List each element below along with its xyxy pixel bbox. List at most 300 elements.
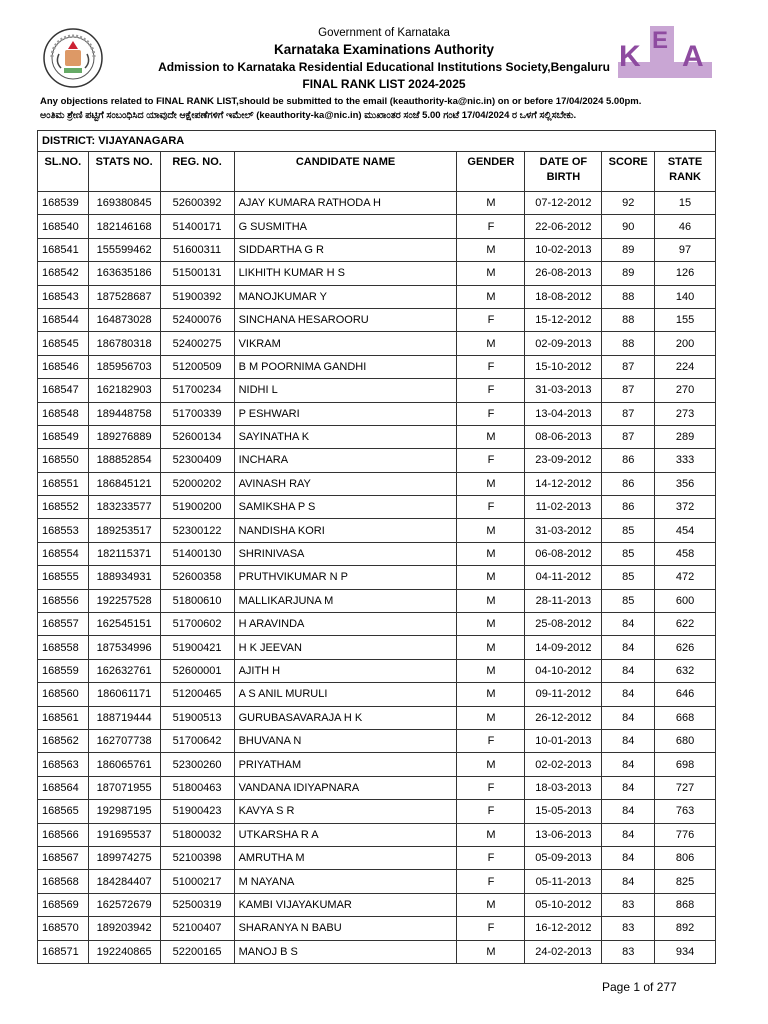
cell-stats-no: 192987195	[88, 800, 160, 823]
cell-sl-no: 168552	[38, 496, 89, 519]
table-row	[38, 613, 716, 636]
cell-state-rank: 273	[655, 402, 716, 425]
cell-stats-no: 169380845	[88, 192, 160, 215]
cell-reg-no: 51200509	[160, 355, 234, 378]
cell-date-of-birth: 14-09-2012	[525, 636, 602, 659]
cell-date-of-birth: 02-09-2013	[525, 332, 602, 355]
cell-sl-no: 168551	[38, 472, 89, 495]
cell-state-rank: 622	[655, 613, 716, 636]
cell-score: 88	[602, 308, 655, 331]
column-header-reg-no: REG. NO.	[160, 152, 234, 192]
cell-score: 89	[602, 238, 655, 261]
cell-state-rank: 763	[655, 800, 716, 823]
table-row	[38, 753, 716, 776]
cell-candidate-name: KAMBI VIJAYAKUMAR	[234, 893, 457, 916]
cell-date-of-birth: 28-11-2013	[525, 589, 602, 612]
cell-score: 83	[602, 940, 655, 963]
cell-date-of-birth: 14-12-2012	[525, 472, 602, 495]
cell-date-of-birth: 11-02-2013	[525, 496, 602, 519]
cell-date-of-birth: 26-12-2012	[525, 706, 602, 729]
cell-score: 89	[602, 262, 655, 285]
cell-score: 90	[602, 215, 655, 238]
cell-stats-no: 189448758	[88, 402, 160, 425]
cell-candidate-name: H ARAVINDA	[234, 613, 457, 636]
rank-table	[37, 130, 716, 964]
cell-reg-no: 51900200	[160, 496, 234, 519]
cell-date-of-birth: 13-06-2013	[525, 823, 602, 846]
table-header-row	[38, 152, 716, 192]
cell-date-of-birth: 31-03-2013	[525, 379, 602, 402]
cell-reg-no: 51900513	[160, 706, 234, 729]
cell-sl-no: 168568	[38, 870, 89, 893]
objection-note-english: Any objections related to FINAL RANK LIST,should be submitted to the email (keauthority-ka@nic.in) on or before 17/04/2024 5.00pm.	[40, 96, 642, 107]
cell-stats-no: 189276889	[88, 425, 160, 448]
table-row	[38, 683, 716, 706]
table-row	[38, 402, 716, 425]
cell-candidate-name: G SUSMITHA	[234, 215, 457, 238]
cell-state-rank: 126	[655, 262, 716, 285]
cell-state-rank: 372	[655, 496, 716, 519]
cell-reg-no: 52600358	[160, 566, 234, 589]
cell-reg-no: 52400076	[160, 308, 234, 331]
cell-sl-no: 168570	[38, 917, 89, 940]
cell-candidate-name: GURUBASAVARAJA H K	[234, 706, 457, 729]
cell-stats-no: 162182903	[88, 379, 160, 402]
cell-candidate-name: NANDISHA KORI	[234, 519, 457, 542]
cell-gender: M	[457, 706, 525, 729]
cell-candidate-name: SHRINIVASA	[234, 542, 457, 565]
cell-stats-no: 184284407	[88, 870, 160, 893]
cell-state-rank: 727	[655, 776, 716, 799]
table-row	[38, 776, 716, 799]
cell-sl-no: 168549	[38, 425, 89, 448]
cell-date-of-birth: 09-11-2012	[525, 683, 602, 706]
cell-date-of-birth: 02-02-2013	[525, 753, 602, 776]
cell-sl-no: 168543	[38, 285, 89, 308]
cell-sl-no: 168554	[38, 542, 89, 565]
cell-reg-no: 51700642	[160, 729, 234, 752]
cell-stats-no: 186845121	[88, 472, 160, 495]
cell-state-rank: 140	[655, 285, 716, 308]
cell-candidate-name: AVINASH RAY	[234, 472, 457, 495]
cell-sl-no: 168564	[38, 776, 89, 799]
cell-sl-no: 168561	[38, 706, 89, 729]
cell-state-rank: 668	[655, 706, 716, 729]
cell-reg-no: 51500131	[160, 262, 234, 285]
cell-candidate-name: MANOJKUMAR Y	[234, 285, 457, 308]
cell-candidate-name: MALLIKARJUNA M	[234, 589, 457, 612]
government-title: Government of Karnataka	[318, 27, 450, 39]
table-row	[38, 823, 716, 846]
cell-gender: M	[457, 659, 525, 682]
cell-sl-no: 168558	[38, 636, 89, 659]
cell-candidate-name: A S ANIL MURULI	[234, 683, 457, 706]
cell-gender: F	[457, 870, 525, 893]
table-row	[38, 238, 716, 261]
cell-reg-no: 51700602	[160, 613, 234, 636]
table-row	[38, 379, 716, 402]
cell-score: 83	[602, 893, 655, 916]
cell-date-of-birth: 24-02-2013	[525, 940, 602, 963]
cell-reg-no: 51400171	[160, 215, 234, 238]
cell-gender: F	[457, 355, 525, 378]
logo-letter-k: K	[619, 40, 641, 73]
table-row	[38, 425, 716, 448]
column-header-state-rank: STATE RANK	[655, 152, 716, 192]
cell-candidate-name: MANOJ B S	[234, 940, 457, 963]
cell-sl-no: 168547	[38, 379, 89, 402]
cell-score: 84	[602, 846, 655, 869]
cell-reg-no: 51700234	[160, 379, 234, 402]
cell-date-of-birth: 06-08-2012	[525, 542, 602, 565]
cell-candidate-name: PRUTHVIKUMAR N P	[234, 566, 457, 589]
cell-date-of-birth: 04-10-2012	[525, 659, 602, 682]
cell-stats-no: 182146168	[88, 215, 160, 238]
cell-gender: M	[457, 589, 525, 612]
cell-candidate-name: SINCHANA HESAROORU	[234, 308, 457, 331]
cell-gender: M	[457, 893, 525, 916]
cell-gender: M	[457, 519, 525, 542]
table-row	[38, 800, 716, 823]
table-row	[38, 192, 716, 215]
cell-candidate-name: INCHARA	[234, 449, 457, 472]
cell-gender: M	[457, 613, 525, 636]
cell-sl-no: 168569	[38, 893, 89, 916]
cell-date-of-birth: 23-09-2012	[525, 449, 602, 472]
cell-score: 85	[602, 566, 655, 589]
table-row	[38, 519, 716, 542]
cell-stats-no: 186065761	[88, 753, 160, 776]
cell-state-rank: 224	[655, 355, 716, 378]
table-row	[38, 542, 716, 565]
table-row	[38, 449, 716, 472]
cell-state-rank: 600	[655, 589, 716, 612]
cell-sl-no: 168546	[38, 355, 89, 378]
cell-stats-no: 187534996	[88, 636, 160, 659]
cell-state-rank: 698	[655, 753, 716, 776]
cell-sl-no: 168562	[38, 729, 89, 752]
authority-title: Karnataka Examinations Authority	[273, 42, 495, 57]
list-title: FINAL RANK LIST 2024-2025	[302, 77, 466, 91]
cell-state-rank: 270	[655, 379, 716, 402]
cell-sl-no: 168548	[38, 402, 89, 425]
cell-sl-no: 168571	[38, 940, 89, 963]
cell-state-rank: 868	[655, 893, 716, 916]
table-row	[38, 636, 716, 659]
cell-gender: M	[457, 753, 525, 776]
cell-gender: M	[457, 542, 525, 565]
cell-candidate-name: AJITH H	[234, 659, 457, 682]
cell-state-rank: 646	[655, 683, 716, 706]
table-row	[38, 308, 716, 331]
table-row	[38, 706, 716, 729]
cell-stats-no: 185956703	[88, 355, 160, 378]
table-row	[38, 472, 716, 495]
cell-sl-no: 168540	[38, 215, 89, 238]
cell-stats-no: 186780318	[88, 332, 160, 355]
cell-score: 85	[602, 519, 655, 542]
cell-stats-no: 183233577	[88, 496, 160, 519]
cell-reg-no: 52400275	[160, 332, 234, 355]
cell-reg-no: 52100398	[160, 846, 234, 869]
cell-reg-no: 51800610	[160, 589, 234, 612]
cell-stats-no: 186061171	[88, 683, 160, 706]
cell-stats-no: 162545151	[88, 613, 160, 636]
cell-date-of-birth: 08-06-2013	[525, 425, 602, 448]
cell-date-of-birth: 15-10-2012	[525, 355, 602, 378]
cell-stats-no: 191695537	[88, 823, 160, 846]
cell-stats-no: 188852854	[88, 449, 160, 472]
cell-candidate-name: H K JEEVAN	[234, 636, 457, 659]
table-row	[38, 215, 716, 238]
cell-score: 87	[602, 379, 655, 402]
logo-letter-a: A	[682, 40, 704, 73]
cell-stats-no: 189203942	[88, 917, 160, 940]
cell-score: 84	[602, 683, 655, 706]
cell-date-of-birth: 05-11-2013	[525, 870, 602, 893]
cell-gender: F	[457, 776, 525, 799]
cell-stats-no: 189974275	[88, 846, 160, 869]
cell-sl-no: 168557	[38, 613, 89, 636]
cell-stats-no: 187528687	[88, 285, 160, 308]
cell-reg-no: 52200165	[160, 940, 234, 963]
cell-gender: M	[457, 823, 525, 846]
cell-gender: M	[457, 285, 525, 308]
cell-reg-no: 51800463	[160, 776, 234, 799]
cell-gender: M	[457, 566, 525, 589]
cell-date-of-birth: 26-08-2013	[525, 262, 602, 285]
cell-stats-no: 182115371	[88, 542, 160, 565]
cell-sl-no: 168545	[38, 332, 89, 355]
cell-state-rank: 97	[655, 238, 716, 261]
cell-sl-no: 168563	[38, 753, 89, 776]
cell-candidate-name: NIDHI L	[234, 379, 457, 402]
cell-score: 86	[602, 496, 655, 519]
cell-state-rank: 356	[655, 472, 716, 495]
cell-sl-no: 168541	[38, 238, 89, 261]
cell-score: 85	[602, 542, 655, 565]
cell-date-of-birth: 05-09-2013	[525, 846, 602, 869]
cell-candidate-name: UTKARSHA R A	[234, 823, 457, 846]
cell-gender: M	[457, 262, 525, 285]
column-header-stats-no: STATS NO.	[88, 152, 160, 192]
cell-sl-no: 168556	[38, 589, 89, 612]
cell-gender: F	[457, 379, 525, 402]
cell-score: 86	[602, 472, 655, 495]
cell-sl-no: 168550	[38, 449, 89, 472]
cell-score: 84	[602, 706, 655, 729]
table-row	[38, 355, 716, 378]
cell-gender: F	[457, 917, 525, 940]
table-row	[38, 589, 716, 612]
cell-state-rank: 632	[655, 659, 716, 682]
cell-sl-no: 168555	[38, 566, 89, 589]
cell-score: 84	[602, 729, 655, 752]
cell-sl-no: 168566	[38, 823, 89, 846]
cell-date-of-birth: 15-12-2012	[525, 308, 602, 331]
cell-gender: M	[457, 238, 525, 261]
cell-score: 88	[602, 332, 655, 355]
cell-score: 87	[602, 425, 655, 448]
cell-date-of-birth: 10-02-2013	[525, 238, 602, 261]
cell-state-rank: 934	[655, 940, 716, 963]
cell-candidate-name: B M POORNIMA GANDHI	[234, 355, 457, 378]
cell-gender: M	[457, 636, 525, 659]
cell-score: 84	[602, 800, 655, 823]
cell-stats-no: 188934931	[88, 566, 160, 589]
cell-stats-no: 162707738	[88, 729, 160, 752]
cell-stats-no: 163635186	[88, 262, 160, 285]
cell-gender: F	[457, 402, 525, 425]
cell-candidate-name: PRIYATHAM	[234, 753, 457, 776]
cell-date-of-birth: 15-05-2013	[525, 800, 602, 823]
cell-gender: M	[457, 192, 525, 215]
cell-date-of-birth: 07-12-2012	[525, 192, 602, 215]
cell-candidate-name: SAMIKSHA P S	[234, 496, 457, 519]
cell-reg-no: 52600392	[160, 192, 234, 215]
table-row	[38, 917, 716, 940]
table-row	[38, 496, 716, 519]
cell-reg-no: 51900392	[160, 285, 234, 308]
cell-gender: F	[457, 729, 525, 752]
cell-gender: M	[457, 332, 525, 355]
cell-gender: F	[457, 449, 525, 472]
table-row	[38, 659, 716, 682]
cell-reg-no: 51600311	[160, 238, 234, 261]
cell-score: 84	[602, 659, 655, 682]
cell-reg-no: 51700339	[160, 402, 234, 425]
table-row	[38, 566, 716, 589]
column-header-candidate-name: CANDIDATE NAME	[234, 152, 457, 192]
cell-score: 87	[602, 402, 655, 425]
table-row	[38, 870, 716, 893]
cell-reg-no: 52300260	[160, 753, 234, 776]
cell-score: 88	[602, 285, 655, 308]
cell-score: 84	[602, 823, 655, 846]
table-row	[38, 332, 716, 355]
cell-date-of-birth: 05-10-2012	[525, 893, 602, 916]
cell-state-rank: 15	[655, 192, 716, 215]
cell-score: 84	[602, 613, 655, 636]
cell-date-of-birth: 13-04-2013	[525, 402, 602, 425]
table-row	[38, 285, 716, 308]
cell-gender: F	[457, 308, 525, 331]
cell-gender: M	[457, 683, 525, 706]
admission-title: Admission to Karnataka Residential Educational Institutions Society,Bengaluru	[158, 60, 610, 74]
cell-date-of-birth: 25-08-2012	[525, 613, 602, 636]
cell-stats-no: 162572679	[88, 893, 160, 916]
cell-state-rank: 155	[655, 308, 716, 331]
cell-sl-no: 168567	[38, 846, 89, 869]
cell-sl-no: 168560	[38, 683, 89, 706]
cell-sl-no: 168539	[38, 192, 89, 215]
cell-score: 84	[602, 776, 655, 799]
cell-state-rank: 806	[655, 846, 716, 869]
cell-score: 84	[602, 636, 655, 659]
cell-gender: F	[457, 496, 525, 519]
cell-stats-no: 192240865	[88, 940, 160, 963]
cell-reg-no: 52300409	[160, 449, 234, 472]
cell-date-of-birth: 10-01-2013	[525, 729, 602, 752]
cell-state-rank: 892	[655, 917, 716, 940]
cell-state-rank: 680	[655, 729, 716, 752]
cell-gender: F	[457, 800, 525, 823]
cell-date-of-birth: 18-03-2013	[525, 776, 602, 799]
cell-candidate-name: KAVYA S R	[234, 800, 457, 823]
cell-date-of-birth: 18-08-2012	[525, 285, 602, 308]
cell-sl-no: 168542	[38, 262, 89, 285]
cell-date-of-birth: 16-12-2012	[525, 917, 602, 940]
cell-state-rank: 825	[655, 870, 716, 893]
cell-gender: M	[457, 425, 525, 448]
column-header-sl-no: SL.NO.	[38, 152, 89, 192]
cell-gender: F	[457, 215, 525, 238]
cell-candidate-name: SIDDARTHA G R	[234, 238, 457, 261]
cell-candidate-name: VIKRAM	[234, 332, 457, 355]
cell-state-rank: 626	[655, 636, 716, 659]
cell-stats-no: 164873028	[88, 308, 160, 331]
cell-date-of-birth: 31-03-2012	[525, 519, 602, 542]
objection-note-kannada: ಅಂತಿಮ ಶ್ರೇಣಿ ಪಟ್ಟಿಗೆ ಸಂಬಂಧಿಸಿದ ಯಾವುದೇ ಆಕ್ಷೇಪಣೆಗಳಿಗೆ ಇಮೇಲ್ (keauthority-ka@nic.in) ಮುಖಾಂತರ ಸಂಜೆ 5.00 ಗಂಟೆ 17/04/2024 ರ ಒಳಗೆ ಸಲ್ಲಿಸಬೇಕು.	[40, 110, 577, 121]
cell-reg-no: 52100407	[160, 917, 234, 940]
cell-reg-no: 52600001	[160, 659, 234, 682]
cell-reg-no: 52500319	[160, 893, 234, 916]
cell-reg-no: 51000217	[160, 870, 234, 893]
cell-state-rank: 454	[655, 519, 716, 542]
cell-state-rank: 200	[655, 332, 716, 355]
cell-state-rank: 776	[655, 823, 716, 846]
cell-score: 87	[602, 355, 655, 378]
cell-gender: F	[457, 846, 525, 869]
page-number: Page 1 of 277	[602, 980, 677, 994]
cell-sl-no: 168559	[38, 659, 89, 682]
cell-reg-no: 51200465	[160, 683, 234, 706]
cell-state-rank: 472	[655, 566, 716, 589]
cell-stats-no: 192257528	[88, 589, 160, 612]
column-header-gender: GENDER	[457, 152, 525, 192]
district-label: DISTRICT: VIJAYANAGARA	[38, 131, 716, 152]
cell-state-rank: 289	[655, 425, 716, 448]
cell-sl-no: 168553	[38, 519, 89, 542]
cell-candidate-name: VANDANA IDIYAPNARA	[234, 776, 457, 799]
cell-score: 85	[602, 589, 655, 612]
cell-stats-no: 155599462	[88, 238, 160, 261]
cell-stats-no: 188719444	[88, 706, 160, 729]
cell-reg-no: 52600134	[160, 425, 234, 448]
table-row	[38, 729, 716, 752]
cell-candidate-name: SAYINATHA K	[234, 425, 457, 448]
cell-gender: M	[457, 472, 525, 495]
cell-candidate-name: BHUVANA N	[234, 729, 457, 752]
table-row	[38, 846, 716, 869]
cell-candidate-name: AMRUTHA M	[234, 846, 457, 869]
cell-stats-no: 162632761	[88, 659, 160, 682]
cell-score: 83	[602, 917, 655, 940]
table-row	[38, 262, 716, 285]
cell-sl-no: 168565	[38, 800, 89, 823]
cell-stats-no: 189253517	[88, 519, 160, 542]
cell-candidate-name: P ESHWARI	[234, 402, 457, 425]
table-row	[38, 940, 716, 963]
cell-score: 92	[602, 192, 655, 215]
cell-reg-no: 52000202	[160, 472, 234, 495]
table-row	[38, 893, 716, 916]
logo-letter-e: E	[652, 27, 669, 54]
cell-date-of-birth: 22-06-2012	[525, 215, 602, 238]
cell-state-rank: 458	[655, 542, 716, 565]
column-header-score: SCORE	[602, 152, 655, 192]
cell-score: 86	[602, 449, 655, 472]
